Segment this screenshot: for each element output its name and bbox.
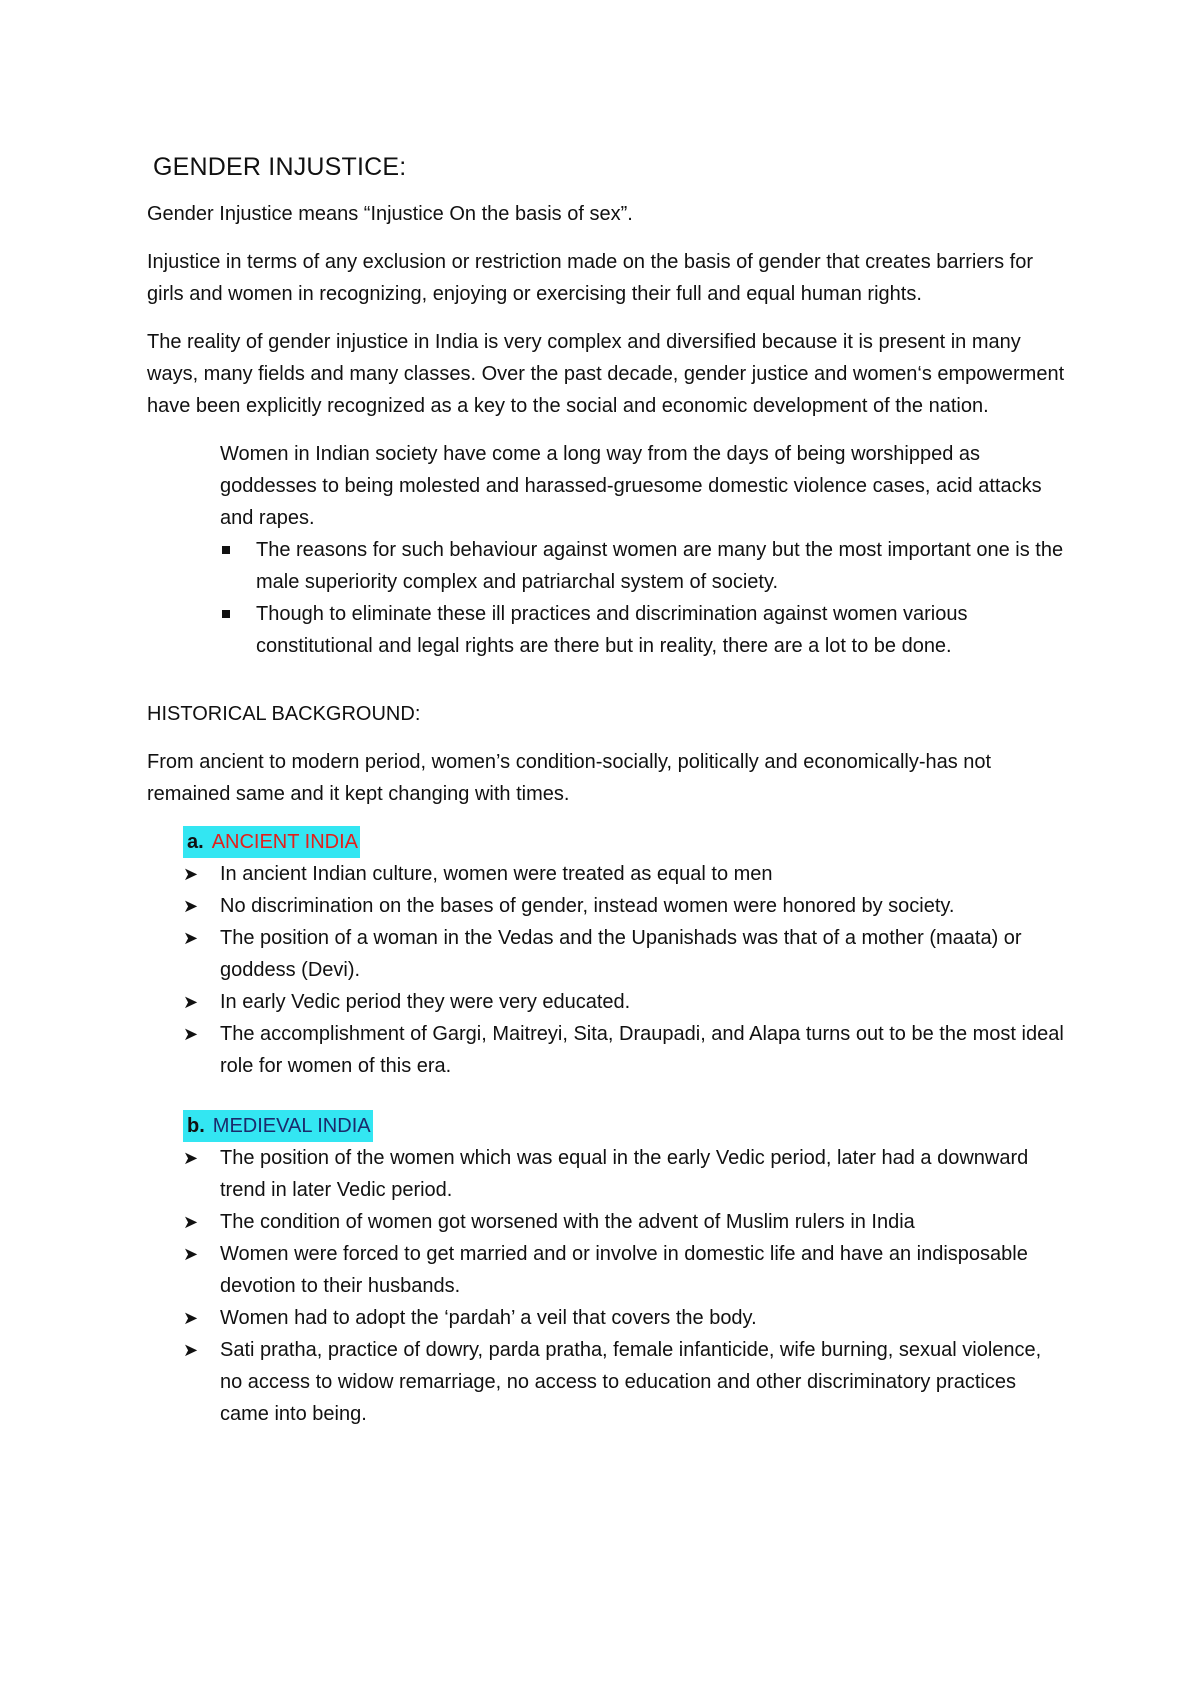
list-item-text: The accomplishment of Gargi, Maitreyi, Sita, Draupadi, and Alapa turns out to be the most ideal role for women of this era. <box>220 1023 1064 1077</box>
list-item <box>147 858 1067 890</box>
arrowhead-bullet-icon: ➤ <box>183 1024 199 1044</box>
section-label: MEDIEVAL INDIA <box>211 1110 373 1142</box>
section-label: ANCIENT INDIA <box>210 826 360 858</box>
section-letter: a. <box>183 826 210 858</box>
arrowhead-bullet-icon: ➤ <box>183 896 199 916</box>
list-item <box>147 1206 1067 1238</box>
arrowhead-bullet-icon: ➤ <box>183 1148 199 1168</box>
definition-paragraph: Gender Injustice means “Injustice On the basis of sex”. <box>147 203 633 225</box>
list-item <box>147 1334 1067 1430</box>
square-bullet-list <box>220 534 1067 662</box>
list-item <box>220 534 1067 598</box>
list-item-text: In early Vedic period they were very educated. <box>220 991 631 1013</box>
arrowhead-bullet-icon: ➤ <box>183 992 199 1012</box>
ancient-india-section <box>147 826 1067 1082</box>
arrowhead-bullet-icon: ➤ <box>183 1212 199 1232</box>
document-title: GENDER INJUSTICE: <box>153 153 407 181</box>
arrow-bullet-list <box>147 1142 1067 1430</box>
arrow-bullet-list <box>147 858 1067 1082</box>
list-item-text: In ancient Indian culture, women were treated as equal to men <box>220 863 773 885</box>
indented-intro: Women in Indian society have come a long way from the days of being worshipped as goddesses to being molested and harassed-gruesome domestic violence cases, acid attacks and rapes. <box>220 443 1042 529</box>
list-item <box>147 922 1067 986</box>
reality-paragraph: The reality of gender injustice in India is very complex and diversified because it is present in many ways, many fields and many classes. Over the past decade, gender justice and women‘s empowerment have been explicitly recognized as a key to the social and economic development of the nation. <box>147 331 1065 417</box>
section-heading <box>183 1110 1067 1142</box>
list-item-text: The reasons for such behaviour against women are many but the most important one is the male superiority complex and patriarchal system of society. <box>256 539 1064 593</box>
list-item <box>147 890 1067 922</box>
arrowhead-bullet-icon: ➤ <box>183 864 199 884</box>
list-item <box>147 1142 1067 1206</box>
arrowhead-bullet-icon: ➤ <box>183 1308 199 1328</box>
list-item <box>220 598 1067 662</box>
section-letter: b. <box>183 1110 211 1142</box>
historical-intro: From ancient to modern period, women’s condition-socially, politically and economically-has not remained same and it kept changing with times. <box>147 751 992 805</box>
exclusion-paragraph: Injustice in terms of any exclusion or restriction made on the basis of gender that creates barriers for girls and women in recognizing, enjoying or exercising their full and equal human rights. <box>147 251 1033 305</box>
list-item-text: Though to eliminate these ill practices and discrimination against women various constitutional and legal rights are there but in reality, there are a lot to be done. <box>256 603 968 657</box>
list-item-text: Sati pratha, practice of dowry, parda pratha, female infanticide, wife burning, sexual violence, no access to widow remarriage, no access to education and other discriminatory practices came into being. <box>220 1339 1042 1425</box>
indented-block <box>220 438 1067 662</box>
arrowhead-bullet-icon: ➤ <box>183 1340 199 1360</box>
list-item-text: No discrimination on the bases of gender, instead women were honored by society. <box>220 895 955 917</box>
list-item <box>147 1018 1067 1082</box>
list-item-text: Women had to adopt the ‘pardah’ a veil that covers the body. <box>220 1307 757 1329</box>
list-item <box>147 1302 1067 1334</box>
historical-heading: HISTORICAL BACKGROUND: <box>147 703 421 725</box>
medieval-india-section <box>147 1110 1067 1430</box>
list-item-text: The condition of women got worsened with the advent of Muslim rulers in India <box>220 1211 915 1233</box>
arrowhead-bullet-icon: ➤ <box>183 928 199 948</box>
section-spacer <box>147 1082 1067 1110</box>
arrowhead-bullet-icon: ➤ <box>183 1244 199 1264</box>
section-heading <box>183 826 1067 858</box>
list-item <box>147 1238 1067 1302</box>
list-item-text: Women were forced to get married and or involve in domestic life and have an indisposable devotion to their husbands. <box>220 1243 1028 1297</box>
list-item-text: The position of a woman in the Vedas and the Upanishads was that of a mother (maata) or goddess (Devi). <box>220 927 1022 981</box>
list-item <box>147 986 1067 1018</box>
square-bullet-icon <box>222 610 230 618</box>
square-bullet-icon <box>222 546 230 554</box>
document-body <box>147 150 1067 1430</box>
list-item-text: The position of the women which was equal in the early Vedic period, later had a downward trend in later Vedic period. <box>220 1147 1029 1201</box>
